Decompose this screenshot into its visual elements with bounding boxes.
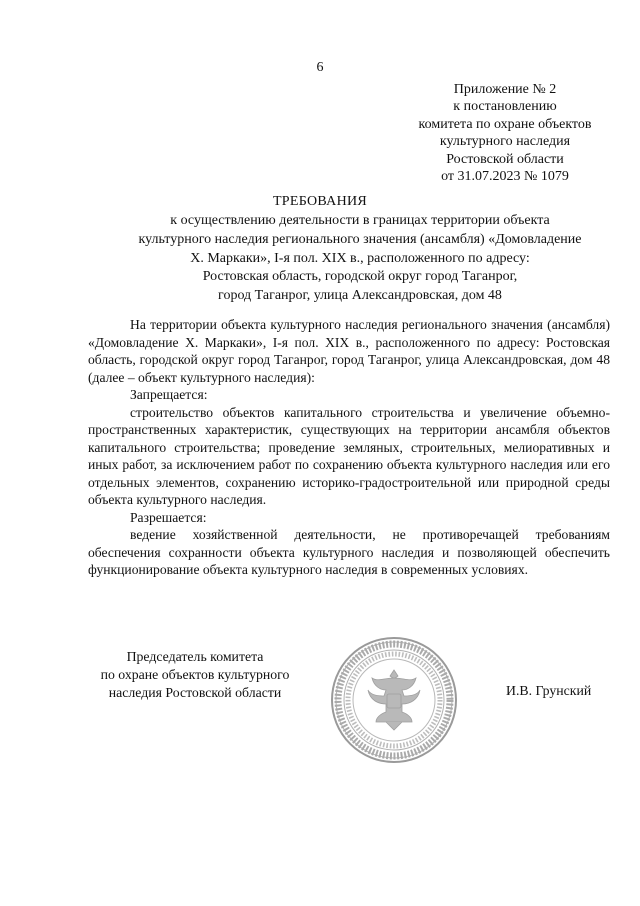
signatory-role-line: по охране объектов культурного bbox=[100, 666, 290, 682]
prohibited-paragraph: строительство объектов капитального строительства и увеличение объемно-пространственных характеристик, существующих на территории ансамбля объектов капитального строительства; проведение земляных, строительных, мелиоративных и иных работ, за исключением работ по сохранению объекта культурного наследия или его отдельных элементов, сохранению историко-градостроительной или природной среды объекта культурного наследия. bbox=[88, 404, 610, 507]
subtitle-line: к осуществлению деятельности в границах территории объекта bbox=[170, 213, 550, 228]
intro-paragraph: На территории объекта культурного наследия регионального значения (ансамбля) «Домовладение Х. Маркаки», I-я пол. XIX в., расположенного по адресу: Ростовская область, городской округ город Таганрог, город Таганрог, улица Александровская, дом 48 (далее – объект культурного наследия): bbox=[88, 317, 610, 385]
document-body bbox=[88, 316, 610, 579]
appendix-line: комитета по охране объектов bbox=[418, 116, 592, 132]
official-seal-icon bbox=[330, 636, 458, 764]
appendix-line: Ростовской области bbox=[446, 151, 564, 167]
signatory-name: И.В. Грунский bbox=[506, 683, 592, 698]
appendix-line: от 31.07.2023 № 1079 bbox=[441, 169, 569, 185]
subtitle-line: Х. Маркаки», I-я пол. XIX в., расположенного по адресу: bbox=[190, 250, 530, 266]
appendix-line: к постановлению bbox=[453, 99, 557, 115]
allowed-label: Разрешается: bbox=[130, 509, 207, 525]
subtitle-line: город Таганрог, улица Александровская, дом 48 bbox=[218, 288, 502, 304]
document-subtitle bbox=[100, 212, 620, 306]
signatory-role bbox=[80, 648, 310, 701]
signatory-role-line: Председатель комитета bbox=[126, 649, 264, 664]
allowed-paragraph: ведение хозяйственной деятельности, не противоречащей требованиям обеспечения сохранности объекта культурного наследия и позволяющей обеспечить функционирование объекта культурного наследия в современных условиях. bbox=[88, 527, 610, 577]
appendix-line: Приложение № 2 bbox=[453, 82, 557, 97]
page-number: 6 bbox=[316, 60, 324, 75]
document-title: ТРЕБОВАНИЯ bbox=[272, 194, 368, 209]
subtitle-line: Ростовская область, городской округ город Таганрог, bbox=[202, 269, 518, 285]
prohibited-label: Запрещается: bbox=[130, 387, 208, 402]
appendix-line: культурного наследия bbox=[439, 134, 571, 150]
appendix-header bbox=[380, 81, 630, 185]
subtitle-line: культурного наследия регионального значения (ансамбля) «Домовладение bbox=[138, 231, 582, 247]
signatory-role-line: наследия Ростовской области bbox=[108, 684, 282, 700]
